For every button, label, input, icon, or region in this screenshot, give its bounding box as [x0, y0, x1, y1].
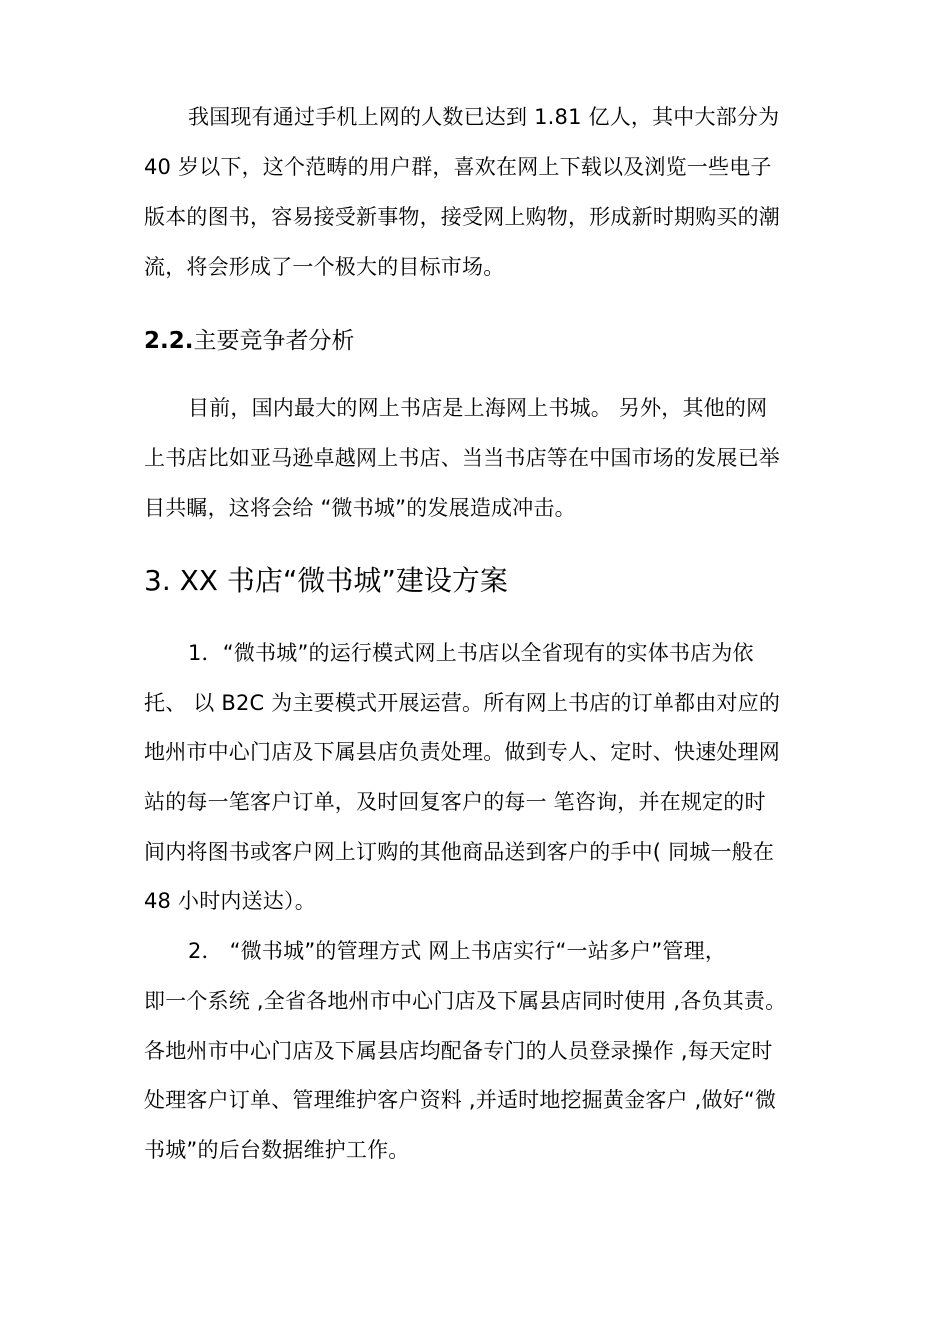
section-3-heading: 3. XX 书店“微书城”建设方案	[144, 564, 508, 597]
para4-line-2: 即一个系统 ,全省各地州市中心门店及下属县店同时使用 ,各负其责。	[144, 989, 787, 1013]
para3-line-1: 1．“微书城”的运行模式网上书店以全省现有的实体书店为依	[188, 641, 754, 665]
para1-line-2: 40 岁以下，这个范畴的用户群，喜欢在网上下载以及浏览一些电子	[144, 155, 772, 179]
para3-line-2: 托、 以 B2C 为主要模式开展运营。所有网上书店的订单都由对应的	[144, 691, 781, 715]
section-2-2-title: 主要竞争者分析	[193, 328, 355, 354]
para1-line-4: 流，将会形成了一个极大的目标市场。	[144, 255, 505, 279]
para2-line-1: 目前，国内最大的网上书店是上海网上书城。 另外，其他的网	[188, 396, 768, 420]
para4-line-5: 书城”的后台数据维护工作。	[144, 1138, 410, 1162]
para4-line-3: 各地州市中心门店及下属县店均配备专门的人员登录操作 ,每天定时	[144, 1039, 773, 1063]
para1-line-3: 版本的图书，容易接受新事物，接受网上购物，形成新时期购买的潮	[144, 205, 780, 229]
section-2-2-number: 2.2.	[144, 328, 194, 354]
section-2-2-heading	[144, 326, 354, 356]
para3-line-4: 站的每一笔客户订单，及时回复客户的每一 笔咨询，并在规定的时	[144, 790, 766, 814]
para4-line-1: 2． “微书城”的管理方式 网上书店实行“一站多户”管理，	[188, 939, 727, 963]
para4-line-4: 处理客户订单、管理维护客户资料 ,并适时地挖掘黄金客户 ,做好“微	[144, 1088, 777, 1112]
para2-line-3: 目共瞩，这将会给 “微书城”的发展造成冲击。	[144, 496, 576, 520]
para3-line-5: 间内将图书或客户网上订购的其他商品送到客户的手中( 同城一般在	[144, 840, 775, 864]
para3-line-3: 地州市中心门店及下属县店负责处理。做到专人、定时、快速处理网	[144, 740, 780, 764]
para3-line-6: 48 小时内送达）。	[144, 889, 316, 913]
para2-line-2: 上书店比如亚马逊卓越网上书店、当当书店等在中国市场的发展已举	[144, 446, 780, 470]
para1-line-1: 我国现有通过手机上网的人数已达到 1.81 亿人，其中大部分为	[188, 105, 780, 129]
